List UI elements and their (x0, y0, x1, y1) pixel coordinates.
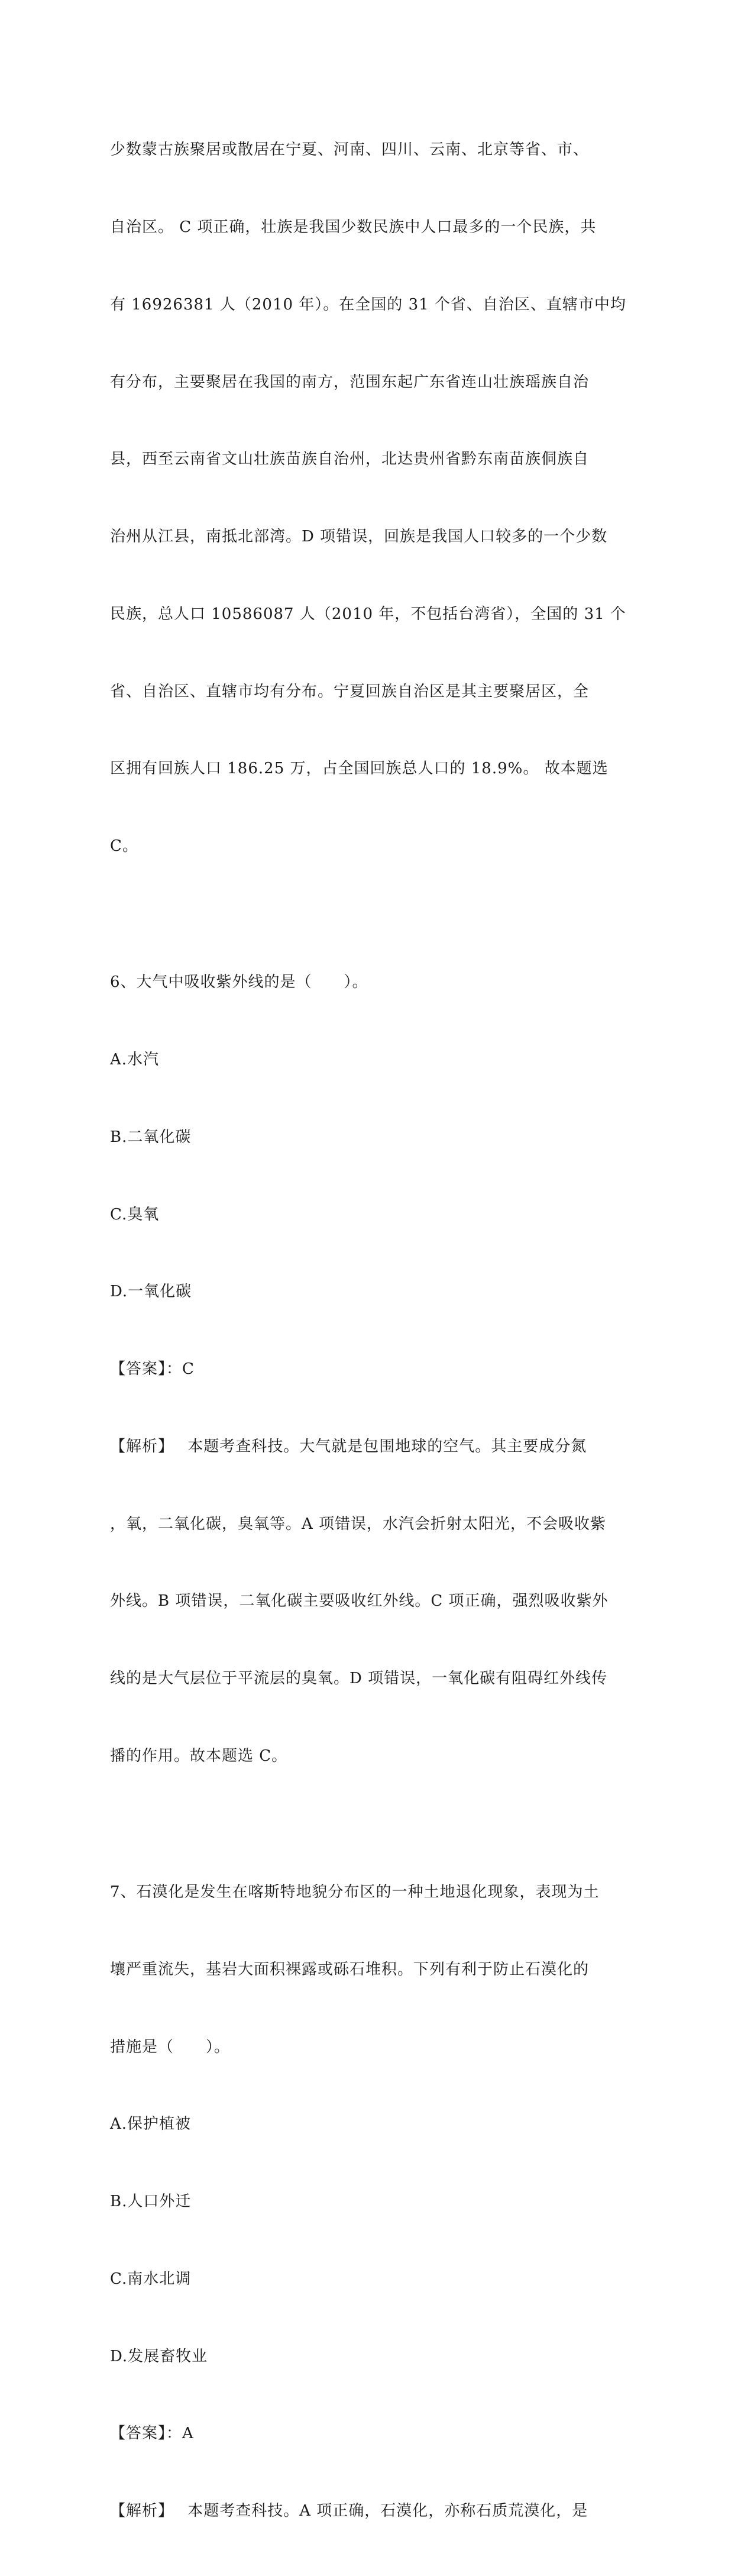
analysis-line: 播的作用。故本题选 C。 (110, 1747, 288, 1765)
question-text: 壤严重流失，基岩大面积裸露或砾石堆积。下列有利于防止石漠化的 (110, 1960, 590, 1978)
text-line: 有分布，主要聚居在我国的南方，范围东起广东省连山壮族瑶族自治 (110, 373, 590, 391)
text-line: 县，西至云南省文山壮族苗族自治州，北达贵州省黔东南苗族侗族自 (110, 450, 590, 469)
analysis-line: 外线。B 项错误，二氧化碳主要吸收红外线。C 项正确，强烈吸收紫外 (110, 1592, 609, 1610)
answer-line: 【答案】：A (110, 2425, 194, 2443)
analysis-line: 【解析】 本题考查科技。大气就是包围地球的空气。其主要成分氮 (110, 1437, 587, 1455)
text-line: 自治区。 C 项正确，壮族是我国少数民族中人口最多的一个民族，共 (110, 218, 597, 236)
analysis-line: 【解析】 本题考查科技。A 项正确，石漠化，亦称石质荒漠化，是 (110, 2502, 588, 2520)
text-line: 民族，总人口 10586087 人（2010 年，不包括台湾省），全国的 31 个 (110, 605, 626, 623)
document-body (110, 86, 642, 2576)
analysis-line: ，氧，二氧化碳，臭氧等。A 项错误，水汽会折射太阳光，不会吸收紫 (110, 1515, 607, 1533)
option-d: D.一氧化碳 (110, 1283, 192, 1301)
spacer (110, 1821, 642, 1828)
question-text: 措施是（ ）。 (110, 2038, 231, 2056)
spacer (110, 911, 642, 918)
text-line: 治州从江县，南抵北部湾。D 项错误，回族是我国人口较多的一个少数 (110, 528, 608, 546)
analysis-line: 线的是大气层位于平流层的臭氧。D 项错误，一氧化碳有阻碍红外线传 (110, 1670, 608, 1688)
option-b: B.人口外迁 (110, 2193, 192, 2211)
question-text: 7、石漠化是发生在喀斯特地貌分布区的一种土地退化现象，表现为土 (110, 1883, 600, 1901)
option-b: B.二氧化碳 (110, 1128, 192, 1146)
text-line: 区拥有回族人口 186.25 万，占全国回族总人口的 18.9%。 故本题选 (110, 760, 609, 778)
option-c: C.南水北调 (110, 2270, 192, 2288)
option-a: A.保护植被 (110, 2115, 192, 2133)
question-6 (110, 918, 642, 1821)
option-a: A.水汽 (110, 1050, 160, 1069)
text-line: 省、自治区、直辖市均有分布。宁夏回族自治区是其主要聚居区，全 (110, 682, 590, 701)
question-7 (110, 1828, 642, 2576)
text-line: C。 (110, 837, 138, 856)
q5-analysis-continuation (110, 86, 642, 911)
text-line: 有 16926381 人（2010 年）。在全国的 31 个省、自治区、直辖市中均 (110, 295, 626, 314)
question-text: 6、大气中吸收紫外线的是（ ）。 (110, 973, 368, 992)
option-c: C.臭氧 (110, 1205, 160, 1224)
text-line: 少数蒙古族聚居或散居在宁夏、河南、四川、云南、北京等省、市、 (110, 141, 590, 159)
answer-line: 【答案】：C (110, 1360, 195, 1379)
option-d: D.发展畜牧业 (110, 2347, 208, 2365)
